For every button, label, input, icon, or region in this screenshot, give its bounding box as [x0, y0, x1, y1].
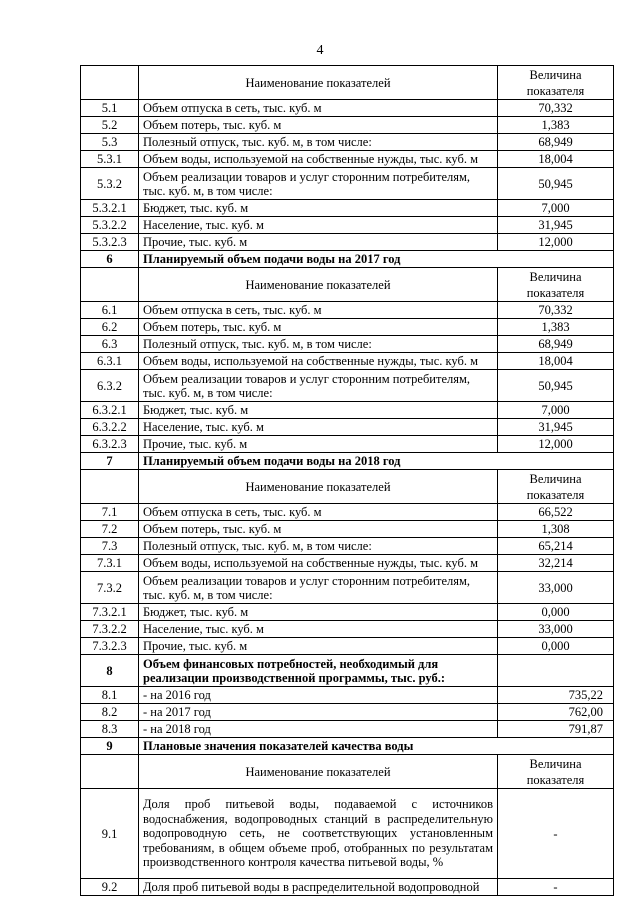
indicator-value: 7,000 — [498, 402, 614, 419]
table-row — [81, 521, 614, 538]
indicator-name: Объем отпуска в сеть, тыс. куб. м — [139, 302, 498, 319]
section-title: Объем финансовых потребностей, необходимый для реализации производственной программы, тыс. руб.: — [139, 655, 498, 687]
table-row — [81, 604, 614, 621]
row-number: 7.3.2.1 — [81, 604, 139, 621]
table-row — [81, 151, 614, 168]
indicator-name: Объем отпуска в сеть, тыс. куб. м — [139, 100, 498, 117]
table-row — [81, 721, 614, 738]
indicator-value: 33,000 — [498, 572, 614, 604]
header-name-cell: Наименование показателей — [139, 470, 498, 504]
indicator-value: 18,004 — [498, 151, 614, 168]
header-num-cell — [81, 268, 139, 302]
row-number: 5.3.2 — [81, 168, 139, 200]
row-number: 5.3.2.1 — [81, 200, 139, 217]
indicator-name: Бюджет, тыс. куб. м — [139, 604, 498, 621]
table-row — [81, 402, 614, 419]
indicator-name: Объем потерь, тыс. куб. м — [139, 117, 498, 134]
table-row — [81, 234, 614, 251]
indicator-value: 0,000 — [498, 604, 614, 621]
indicator-name: Бюджет, тыс. куб. м — [139, 200, 498, 217]
indicator-name: Полезный отпуск, тыс. куб. м, в том числе: — [139, 336, 498, 353]
table-row — [81, 302, 614, 319]
indicator-value: 12,000 — [498, 436, 614, 453]
header-name-cell: Наименование показателей — [139, 268, 498, 302]
table-row — [81, 504, 614, 521]
table-row — [81, 319, 614, 336]
indicator-name: Объем воды, используемой на собственные нужды, тыс. куб. м — [139, 151, 498, 168]
table-row — [81, 370, 614, 402]
indicator-name: Бюджет, тыс. куб. м — [139, 402, 498, 419]
header-value-cell: Величина показателя — [498, 66, 614, 100]
section-number: 9 — [81, 738, 139, 755]
indicator-value: 32,214 — [498, 555, 614, 572]
indicator-value: - — [498, 879, 614, 896]
header-name-cell: Наименование показателей — [139, 66, 498, 100]
table-row — [81, 436, 614, 453]
indicator-value: 735,22 — [498, 687, 614, 704]
indicator-value: 12,000 — [498, 234, 614, 251]
header-row — [81, 268, 614, 302]
table-row — [81, 879, 614, 896]
header-num-cell — [81, 66, 139, 100]
indicator-name: Объем реализации товаров и услуг сторонним потребителям, тыс. куб. м, в том числе: — [139, 572, 498, 604]
row-number: 9.1 — [81, 789, 139, 879]
section-value — [498, 655, 614, 687]
indicator-value: 70,332 — [498, 100, 614, 117]
section-row — [81, 453, 614, 470]
indicator-name: Прочие, тыс. куб. м — [139, 638, 498, 655]
indicator-value: 50,945 — [498, 370, 614, 402]
indicator-value: 70,332 — [498, 302, 614, 319]
row-number: 7.3.1 — [81, 555, 139, 572]
indicator-value: 7,000 — [498, 200, 614, 217]
row-number: 6.3.2.3 — [81, 436, 139, 453]
indicator-name: Объем реализации товаров и услуг сторонним потребителям, тыс. куб. м, в том числе: — [139, 370, 498, 402]
indicator-name: Объем потерь, тыс. куб. м — [139, 521, 498, 538]
indicator-value: - — [498, 789, 614, 879]
indicator-name: Полезный отпуск, тыс. куб. м, в том числе: — [139, 538, 498, 555]
row-number: 6.3.2 — [81, 370, 139, 402]
row-number: 5.3.2.2 — [81, 217, 139, 234]
table-row — [81, 555, 614, 572]
section-row — [81, 251, 614, 268]
row-number: 5.1 — [81, 100, 139, 117]
indicator-value: 65,214 — [498, 538, 614, 555]
header-num-cell — [81, 470, 139, 504]
row-number: 6.3.1 — [81, 353, 139, 370]
page-number: 4 — [316, 43, 324, 58]
row-number: 7.2 — [81, 521, 139, 538]
table-row — [81, 704, 614, 721]
header-value-cell: Величина показателя — [498, 755, 614, 789]
indicator-name: Объем воды, используемой на собственные нужды, тыс. куб. м — [139, 353, 498, 370]
section-row — [81, 738, 614, 755]
table-row — [81, 538, 614, 555]
indicator-value: 1,308 — [498, 521, 614, 538]
indicator-value: 18,004 — [498, 353, 614, 370]
row-number: 8.3 — [81, 721, 139, 738]
indicator-name: Прочие, тыс. куб. м — [139, 436, 498, 453]
row-number: 7.1 — [81, 504, 139, 521]
table-row — [81, 687, 614, 704]
header-value-cell: Величина показателя — [498, 470, 614, 504]
indicator-name: - на 2017 год — [139, 704, 498, 721]
indicator-value: 68,949 — [498, 336, 614, 353]
indicator-name: Население, тыс. куб. м — [139, 621, 498, 638]
indicator-name: - на 2018 год — [139, 721, 498, 738]
table-row — [81, 117, 614, 134]
section-number: 8 — [81, 655, 139, 687]
indicator-name: Объем воды, используемой на собственные нужды, тыс. куб. м — [139, 555, 498, 572]
row-number: 6.3.2.2 — [81, 419, 139, 436]
row-number: 7.3 — [81, 538, 139, 555]
indicator-name: Население, тыс. куб. м — [139, 217, 498, 234]
section-title: Планируемый объем подачи воды на 2017 год — [139, 251, 614, 268]
indicator-value: 50,945 — [498, 168, 614, 200]
row-number: 7.3.2.2 — [81, 621, 139, 638]
table-row — [81, 572, 614, 604]
section-title: Планируемый объем подачи воды на 2018 год — [139, 453, 614, 470]
indicator-name: Объем потерь, тыс. куб. м — [139, 319, 498, 336]
row-number: 6.3.2.1 — [81, 402, 139, 419]
section-row — [81, 655, 614, 687]
indicator-name: Объем реализации товаров и услуг сторонним потребителям, тыс. куб. м, в том числе: — [139, 168, 498, 200]
header-value-cell: Величина показателя — [498, 268, 614, 302]
table-row — [81, 419, 614, 436]
indicator-value: 31,945 — [498, 217, 614, 234]
indicator-name: Прочие, тыс. куб. м — [139, 234, 498, 251]
table-row — [81, 353, 614, 370]
table-row — [81, 168, 614, 200]
row-number: 8.1 — [81, 687, 139, 704]
row-number: 5.3.1 — [81, 151, 139, 168]
row-number: 7.3.2 — [81, 572, 139, 604]
indicator-name: Объем отпуска в сеть, тыс. куб. м — [139, 504, 498, 521]
header-num-cell — [81, 755, 139, 789]
indicator-value: 762,00 — [498, 704, 614, 721]
table-row — [81, 621, 614, 638]
indicator-name: Население, тыс. куб. м — [139, 419, 498, 436]
table-row — [81, 217, 614, 234]
header-name-cell: Наименование показателей — [139, 755, 498, 789]
header-row — [81, 66, 614, 100]
row-number: 8.2 — [81, 704, 139, 721]
header-row — [81, 470, 614, 504]
table-row — [81, 789, 614, 879]
indicator-name: Доля проб питьевой воды в распределительной водопроводной — [139, 879, 498, 896]
indicator-name: - на 2016 год — [139, 687, 498, 704]
indicator-value: 31,945 — [498, 419, 614, 436]
indicator-value: 1,383 — [498, 319, 614, 336]
table-row — [81, 336, 614, 353]
row-number: 7.3.2.3 — [81, 638, 139, 655]
section-number: 6 — [81, 251, 139, 268]
indicators-table — [80, 65, 614, 896]
indicator-name: Доля проб питьевой воды, подаваемой с источников водоснабжения, водопроводных станций в распределительную водопроводную сеть, не соответствующих установленным требованиям, в общем объеме проб, отобранных по результатам производственного контроля качества питьевой воды, % — [139, 789, 498, 879]
indicator-value: 68,949 — [498, 134, 614, 151]
row-number: 5.3 — [81, 134, 139, 151]
indicator-value: 0,000 — [498, 638, 614, 655]
table-row — [81, 134, 614, 151]
header-row — [81, 755, 614, 789]
indicator-value: 33,000 — [498, 621, 614, 638]
row-number: 5.3.2.3 — [81, 234, 139, 251]
table-row — [81, 200, 614, 217]
table-row — [81, 638, 614, 655]
indicator-value: 1,383 — [498, 117, 614, 134]
section-number: 7 — [81, 453, 139, 470]
row-number: 6.2 — [81, 319, 139, 336]
section-title: Плановые значения показателей качества воды — [139, 738, 614, 755]
row-number: 6.1 — [81, 302, 139, 319]
row-number: 9.2 — [81, 879, 139, 896]
row-number: 6.3 — [81, 336, 139, 353]
indicator-value: 791,87 — [498, 721, 614, 738]
indicator-value: 66,522 — [498, 504, 614, 521]
table-row — [81, 100, 614, 117]
indicator-name: Полезный отпуск, тыс. куб. м, в том числе: — [139, 134, 498, 151]
row-number: 5.2 — [81, 117, 139, 134]
